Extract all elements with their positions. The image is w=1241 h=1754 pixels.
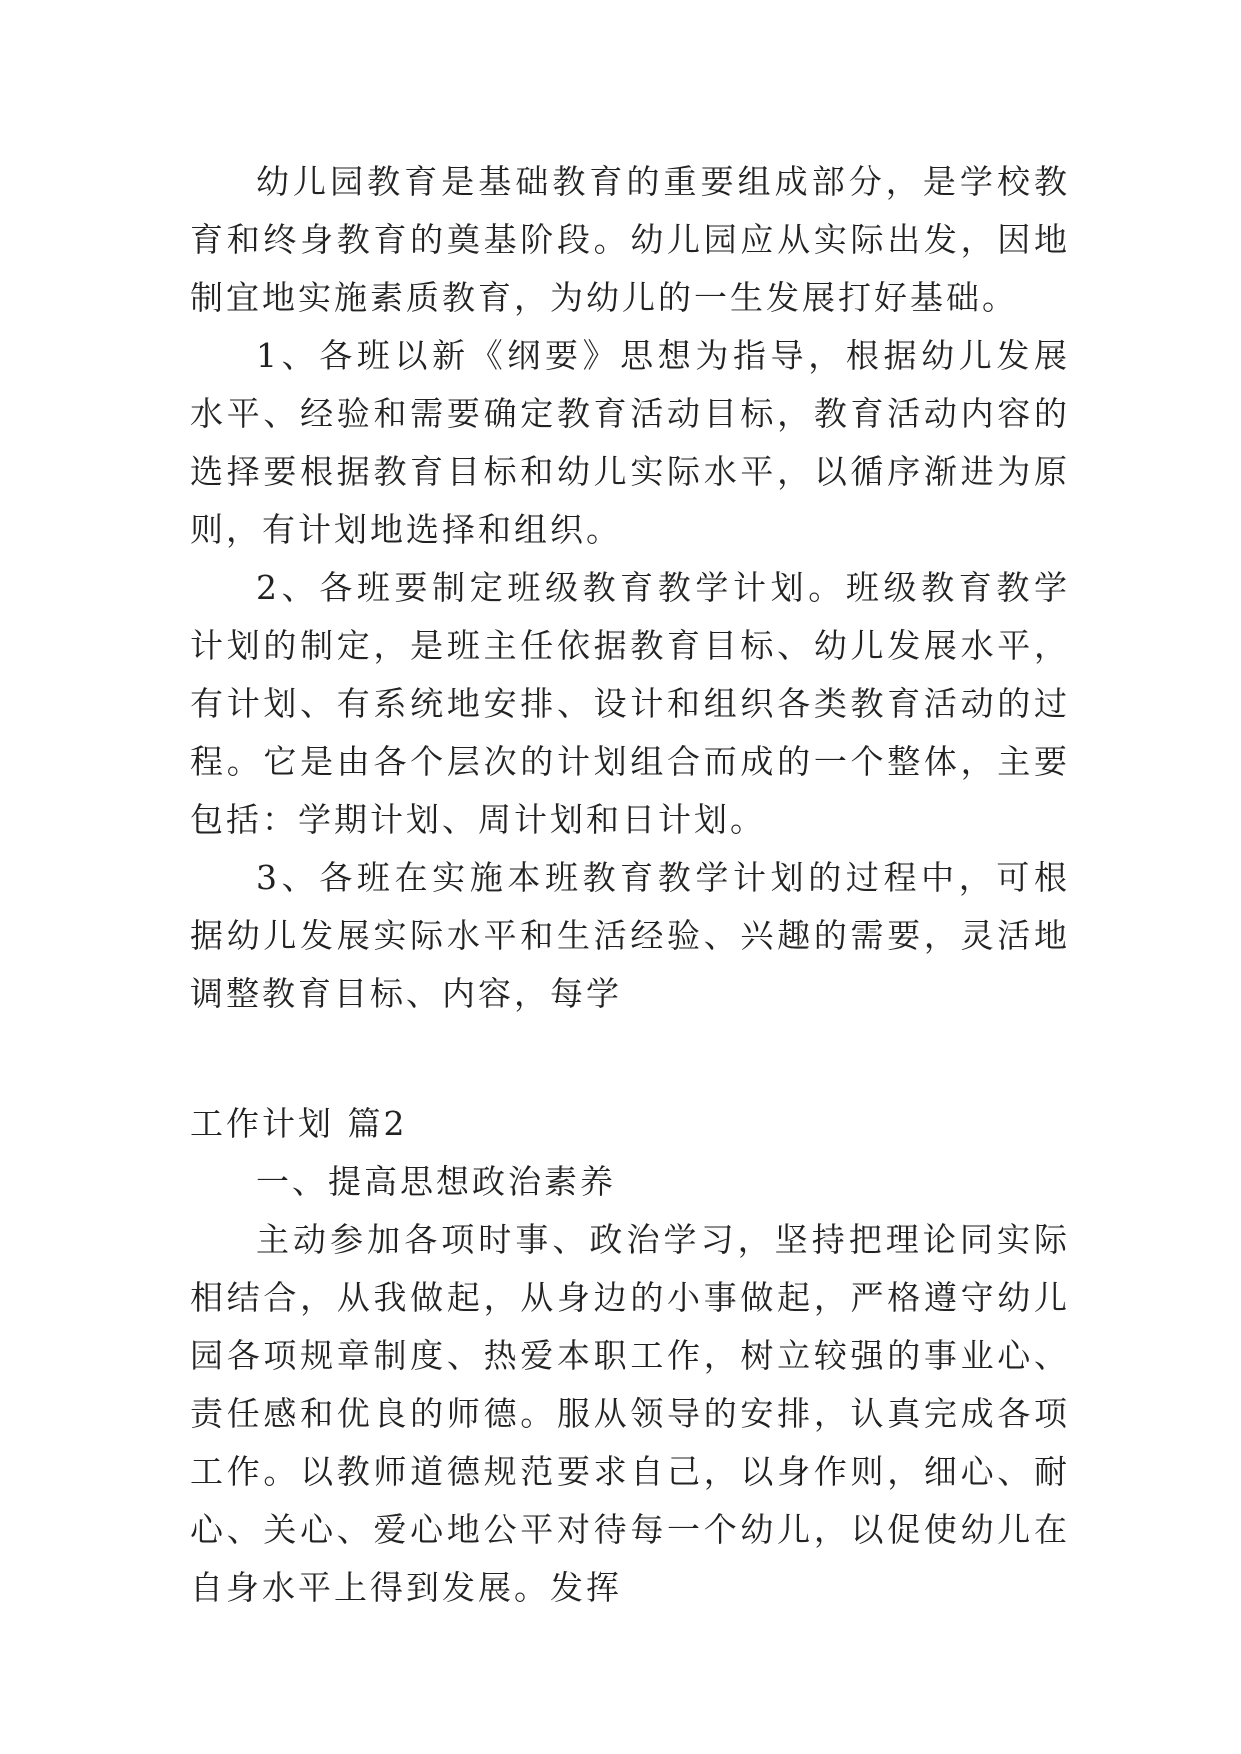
paragraph-intro: 幼儿园教育是基础教育的重要组成部分，是学校教育和终身教育的奠基阶段。幼儿园应从实际出发，因地制宜地实施素质教育，为幼儿的一生发展打好基础。 bbox=[190, 162, 1070, 317]
paragraph-item-1: 1、各班以新《纲要》思想为指导，根据幼儿发展水平、经验和需要确定教育活动目标，教育活动内容的选择要根据教育目标和幼儿实际水平，以循序渐进为原则，有计划地选择和组织。 bbox=[190, 336, 1070, 549]
paragraph-item-2: 2、各班要制定班级教育教学计划。班级教育教学计划的制定，是班主任依据教育目标、幼儿发展水平，有计划、有系统地安排、设计和组织各类教育活动的过程。它是由各个层次的计划组合而成的一个整体，主要包括：学期计划、周计划和日计划。 bbox=[190, 568, 1070, 839]
section-subtitle: 一、提高思想政治素养 bbox=[256, 1162, 616, 1201]
paragraph-item-3: 3、各班在实施本班教育教学计划的过程中，可根据幼儿发展实际水平和生活经验、兴趣的需要，灵活地调整教育目标、内容，每学 bbox=[190, 858, 1070, 1013]
section-title: 工作计划 篇2 bbox=[190, 1104, 408, 1143]
section-1 bbox=[190, 153, 1070, 1023]
paragraph-body: 主动参加各项时事、政治学习，坚持把理论同实际相结合，从我做起，从身边的小事做起，严格遵守幼儿园各项规章制度、热爱本职工作，树立较强的事业心、责任感和优良的师德。服从领导的安排，认真完成各项工作。以教师道德规范要求自己，以身作则，细心、耐心、关心、爱心地公平对待每一个幼儿，以促使幼儿在自身水平上得到发展。发挥 bbox=[190, 1220, 1070, 1607]
section-2 bbox=[190, 1095, 1070, 1617]
